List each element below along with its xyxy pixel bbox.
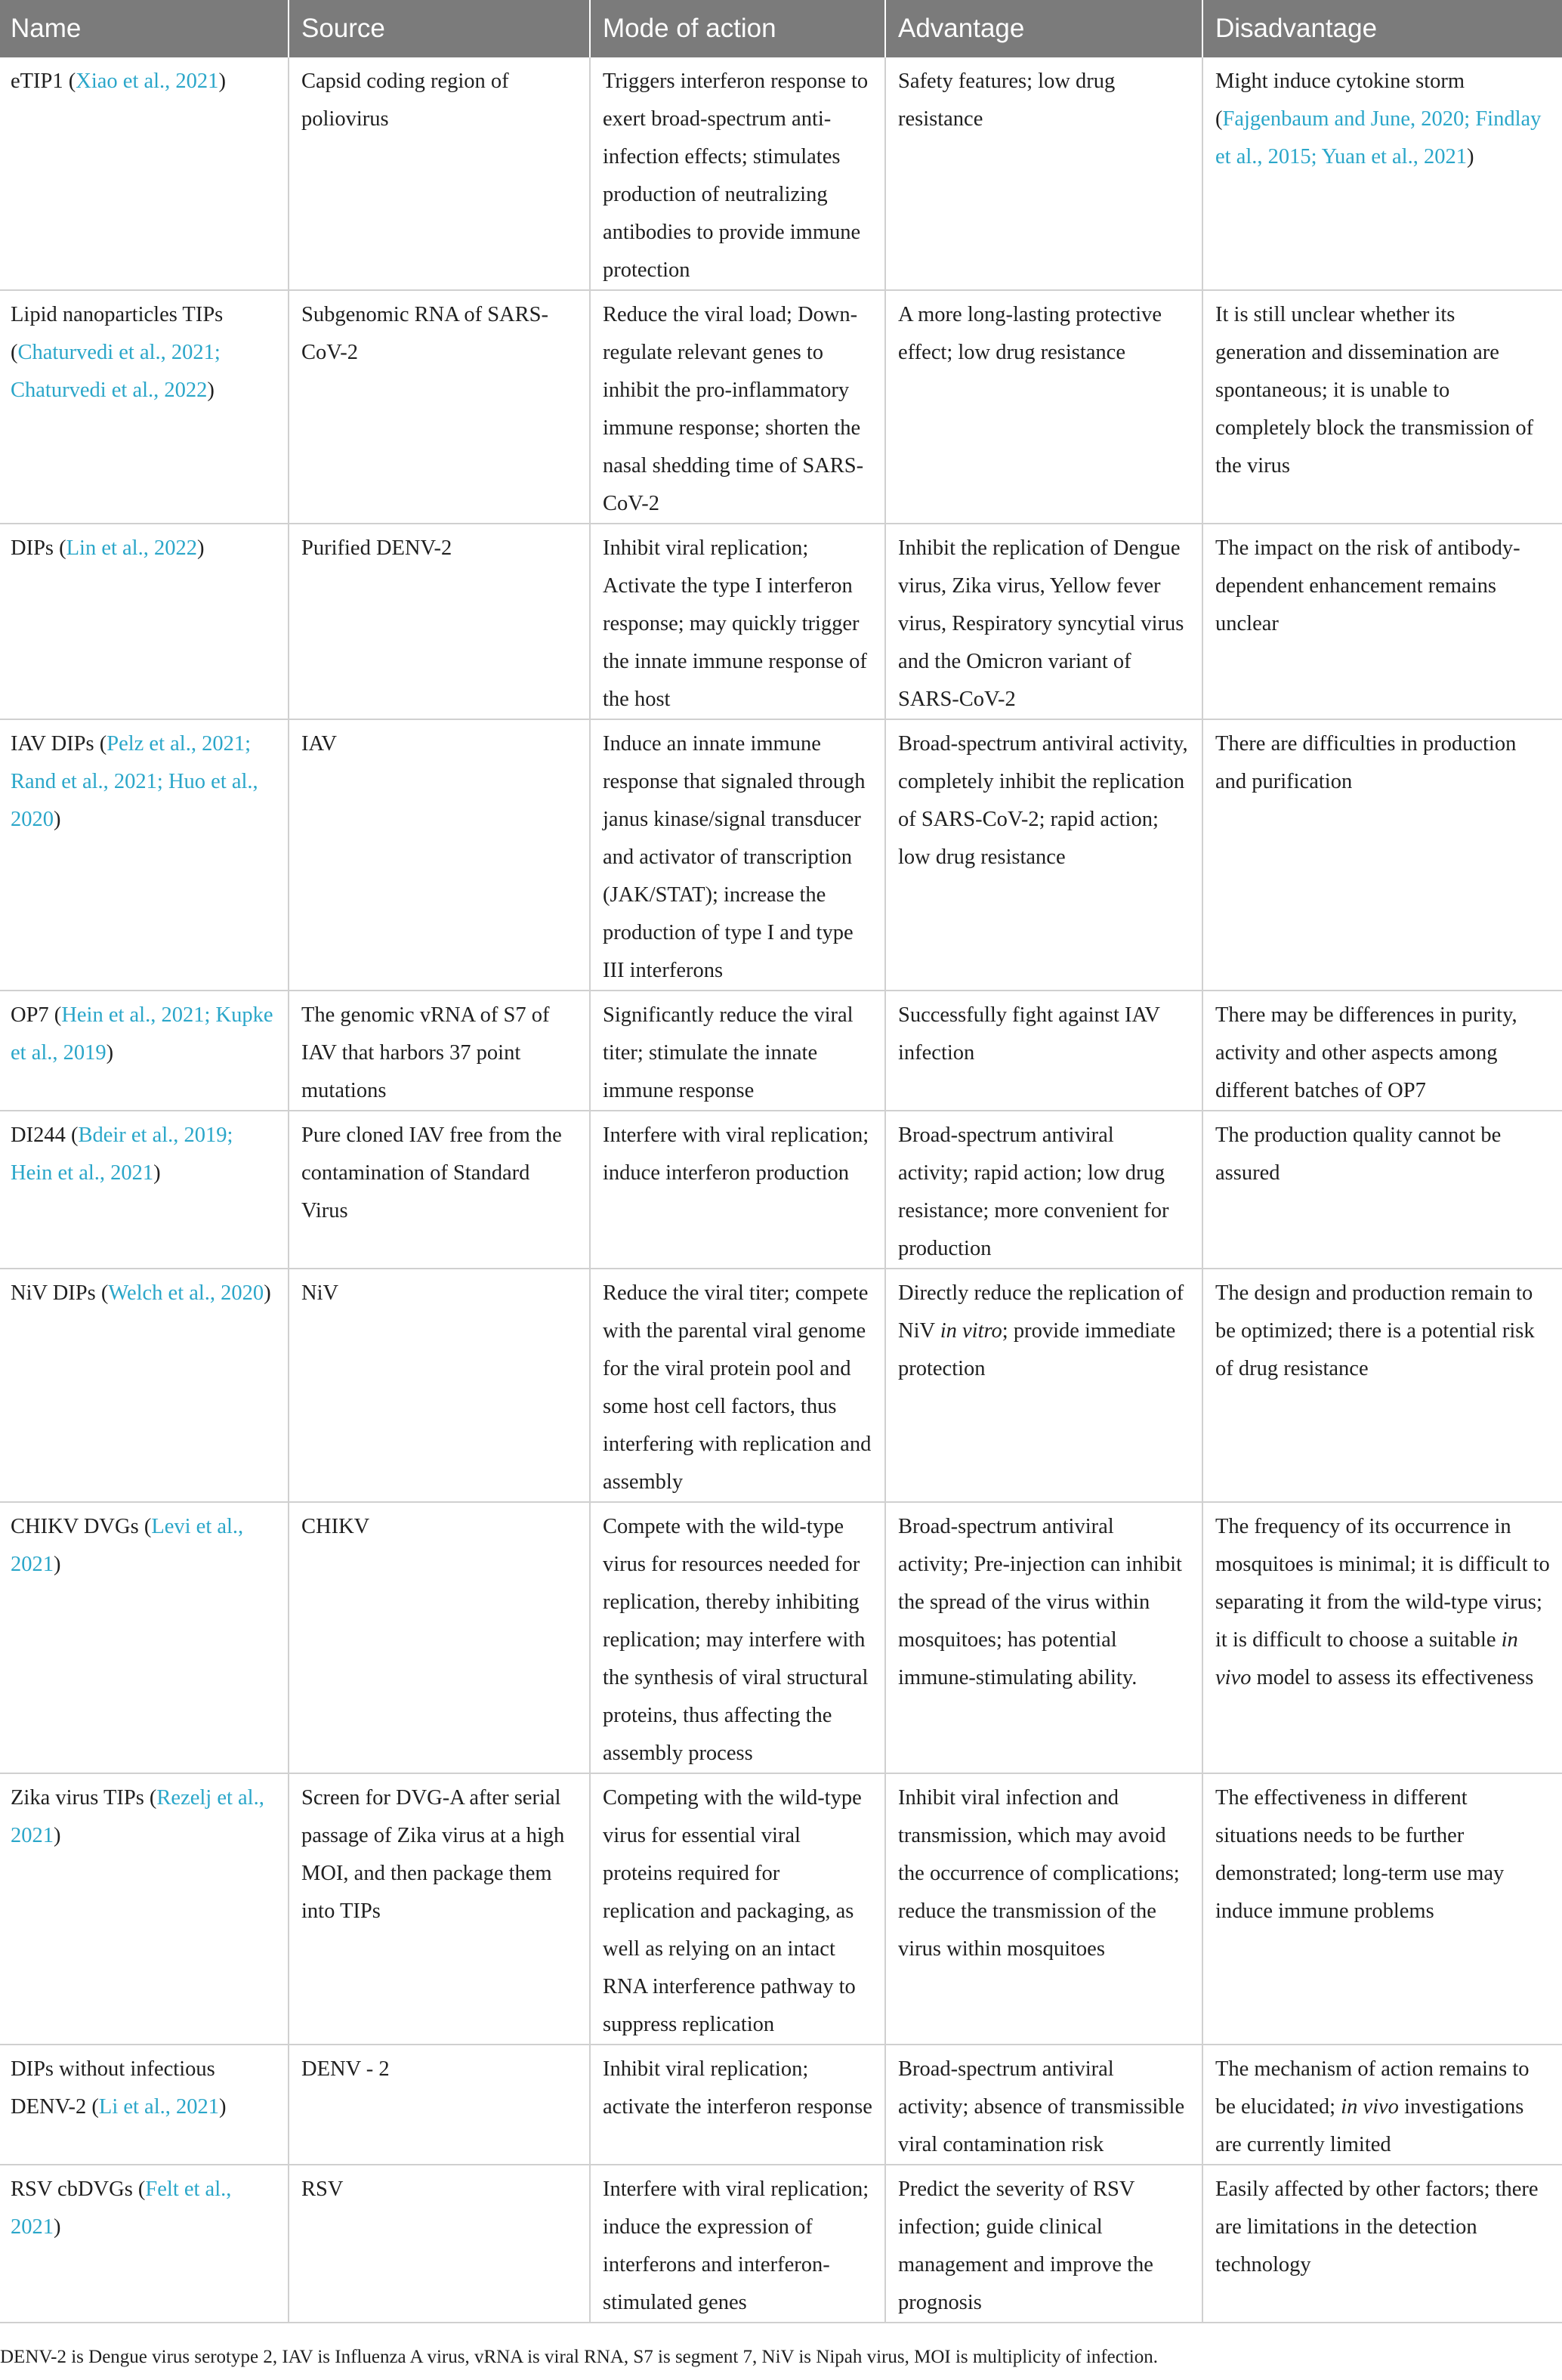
cell-text: ) [54,2215,61,2239]
citation-link[interactable]: Chaturvedi et al., 2021; Chaturvedi et al., 2022 [11,341,221,402]
cell-text: Inhibit viral replication; activate the interferon response [603,2057,872,2119]
cell-disadvantage [1202,1111,1562,1269]
cell-mode-of-action [590,57,885,290]
cell-text: It is still unclear whether its generation and dissemination are spontaneous; it is unable to completely block the transmission of the virus [1215,303,1534,478]
cell-text: Capsid coding region of poliovirus [301,70,509,131]
cell-source [289,2165,590,2323]
cell-name [0,1111,289,1269]
citation-link[interactable]: Fajgenbaum and June, 2020; Findlay et al., 2015; Yuan et al., 2021 [1215,107,1542,168]
cell-advantage [885,2165,1202,2323]
table-row [0,1269,1562,1502]
cell-mode-of-action [590,1502,885,1773]
cell-advantage [885,2045,1202,2165]
citation-link[interactable]: Levi et al., 2021 [11,1515,244,1576]
cell-text: RSV [301,2178,344,2201]
citation-link[interactable]: Pelz et al., 2021; Rand et al., 2021; Huo et al., 2020 [11,732,258,831]
citation-link[interactable]: Felt et al., 2021 [11,2178,232,2239]
cell-text: ) [54,1553,61,1576]
header-row [0,0,1562,57]
cell-advantage [885,719,1202,991]
cell-source [289,2045,590,2165]
table-row [0,991,1562,1111]
cell-text: Triggers interferon response to exert broad-spectrum anti-infection effects; stimulates production of neutralizing antibodies to provide immune protection [603,70,869,282]
cell-text: Interfere with viral replication; induce interferon production [603,1124,869,1185]
cell-text: Zika virus TIPs ( [11,1786,157,1810]
cell-text: There are difficulties in production and purification [1215,732,1517,793]
cell-text: Inhibit viral replication; Activate the type I interferon response; may quickly trigger the innate immune response of the host [603,536,867,711]
cell-name [0,524,289,719]
cell-source [289,1502,590,1773]
cell-text: Might induce cytokine storm ( [1215,70,1465,131]
cell-text: DI244 ( [11,1124,79,1147]
cell-disadvantage [1202,2045,1562,2165]
cell-mode-of-action [590,2045,885,2165]
table-row [0,2165,1562,2323]
cell-text: ) [1466,145,1474,168]
header-source: Source [289,0,590,57]
cell-advantage [885,991,1202,1111]
cell-disadvantage [1202,991,1562,1111]
cell-text: Inhibit viral infection and transmission, which may avoid the occurrence of complications; reduce the transmission of the virus within mosquitoes [898,1786,1180,1961]
cell-text: There may be differences in purity, activity and other aspects among different batches of OP7 [1215,1003,1517,1102]
header-advantage: Advantage [885,0,1202,57]
header-mode-of-action: Mode of action [590,0,885,57]
cell-advantage [885,1773,1202,2045]
cell-text: NiV DIPs ( [11,1281,109,1305]
cell-disadvantage [1202,719,1562,991]
cell-name [0,719,289,991]
cell-text: IAV DIPs ( [11,732,107,756]
cell-mode-of-action [590,524,885,719]
cell-source [289,719,590,991]
table-row [0,2045,1562,2165]
table-row [0,719,1562,991]
cell-source [289,1773,590,2045]
cell-source [289,290,590,524]
cell-name [0,1773,289,2045]
cell-text: The genomic vRNA of S7 of IAV that harbors 37 point mutations [301,1003,550,1102]
cell-name [0,991,289,1111]
cell-text: CHIKV DVGs ( [11,1515,152,1538]
cell-text: IAV [301,732,337,756]
cell-text: Reduce the viral load; Down-regulate relevant genes to inhibit the pro-inflammatory immune response; shorten the nasal shedding time of SARS-CoV-2 [603,303,864,515]
cell-advantage [885,524,1202,719]
cell-source [289,1111,590,1269]
cell-disadvantage [1202,1773,1562,2045]
header-disadvantage: Disadvantage [1202,0,1562,57]
cell-text: The design and production remain to be optimized; there is a potential risk of drug resistance [1215,1281,1535,1380]
cell-disadvantage [1202,1502,1562,1773]
cell-source [289,991,590,1111]
cell-text: ) [106,1041,114,1065]
cell-advantage [885,1269,1202,1502]
table-row [0,524,1562,719]
citation-link[interactable]: Bdeir et al., 2019; Hein et al., 2021 [11,1124,233,1185]
cell-text: Broad-spectrum antiviral activity; rapid action; low drug resistance; more convenient for production [898,1124,1169,1260]
cell-text: Subgenomic RNA of SARS-CoV-2 [301,303,548,364]
cell-name [0,1502,289,1773]
citation-link[interactable]: Li et al., 2021 [98,2095,219,2119]
citation-link[interactable]: Rezelj et al., 2021 [11,1786,264,1847]
cell-text: Compete with the wild-type virus for resources needed for replication, thereby inhibiting replication; may interfere with the synthesis of viral structural proteins, thus affecting the assembly process [603,1515,869,1765]
cell-mode-of-action [590,1773,885,2045]
cell-text: Safety features; low drug resistance [898,70,1116,131]
cell-text: Significantly reduce the viral titer; stimulate the innate immune response [603,1003,854,1102]
cell-text: Directly reduce the replication of NiV [898,1281,1184,1343]
cell-text: Successfully fight against IAV infection [898,1003,1160,1065]
cell-source [289,524,590,719]
cell-text: ) [264,1281,271,1305]
cell-text: Purified DENV-2 [301,536,452,560]
cell-source [289,57,590,290]
cell-disadvantage [1202,2165,1562,2323]
cell-mode-of-action [590,719,885,991]
table-row [0,290,1562,524]
cell-disadvantage [1202,524,1562,719]
cell-name [0,2165,289,2323]
table-header [0,0,1562,57]
cell-mode-of-action [590,1111,885,1269]
cell-text: Lipid nanoparticles TIPs ( [11,303,224,364]
cell-source [289,1269,590,1502]
cell-disadvantage [1202,57,1562,290]
cell-text: Competing with the wild-type virus for essential viral proteins required for replication and packaging, as well as relying on an intact RNA interference pathway to suppress replication [603,1786,862,2036]
cell-text: The frequency of its occurrence in mosquitoes is minimal; it is difficult to separating it from the wild-type virus; it is difficult to choose a suitable [1215,1515,1550,1652]
cell-text: Broad-spectrum antiviral activity, completely inhibit the replication of SARS-CoV-2; rapid action; low drug resistance [898,732,1188,869]
cell-text: Broad-spectrum antiviral activity; absence of transmissible viral contamination risk [898,2057,1185,2156]
cell-text: Broad-spectrum antiviral activity; Pre-injection can inhibit the spread of the virus within mosquitoes; has potential immune-stimulating ability. [898,1515,1182,1689]
cell-disadvantage [1202,290,1562,524]
cell-text: model to assess its effectiveness [1251,1666,1534,1689]
cell-advantage [885,1111,1202,1269]
cell-advantage [885,57,1202,290]
table-body [0,57,1562,2323]
cell-text: Interfere with viral replication; induce the expression of interferons and interferon-stimulated genes [603,2178,869,2314]
cell-text: CHIKV [301,1515,370,1538]
header-name: Name [11,14,82,43]
cell-name [0,1269,289,1502]
cell-text: Induce an innate immune response that signaled through janus kinase/signal transducer and activator of transcription (JAK/STAT); increase the production of type I and type III interferons [603,732,866,982]
cell-mode-of-action [590,1269,885,1502]
cell-text: ) [54,1824,61,1847]
cell-text: Screen for DVG-A after serial passage of Zika virus at a high MOI, and then package them into TIPs [301,1786,565,1923]
cell-advantage [885,1502,1202,1773]
italic-text: in vivo [1215,1628,1518,1689]
cell-text: The impact on the risk of antibody-dependent enhancement remains unclear [1215,536,1520,635]
citation-link[interactable]: Xiao et al., 2021 [76,70,219,93]
cell-disadvantage [1202,1269,1562,1502]
cell-text: Easily affected by other factors; there are limitations in the detection technology [1215,2178,1539,2276]
cell-name [0,2045,289,2165]
citation-link[interactable]: Welch et al., 2020 [108,1281,264,1305]
cell-name [0,290,289,524]
table-row [0,57,1562,290]
cell-text: ) [219,2095,227,2119]
cell-text: The mechanism of action remains to be elucidated; [1215,2057,1530,2119]
cell-mode-of-action [590,290,885,524]
cell-text: RSV cbDVGs ( [11,2178,146,2201]
cell-text: Pure cloned IAV free from the contamination of Standard Virus [301,1124,562,1222]
cell-advantage [885,290,1202,524]
cell-text: investigations are currently limited [1215,2095,1524,2156]
cell-text: Predict the severity of RSV infection; guide clinical management and improve the prognosis [898,2178,1153,2314]
cell-text: ; provide immediate protection [898,1319,1176,1380]
cell-text: ) [218,70,226,93]
citation-link[interactable]: Hein et al., 2021; Kupke et al., 2019 [11,1003,273,1065]
cell-text: DENV - 2 [301,2057,390,2081]
cell-text: DIPs without infectious DENV-2 ( [11,2057,215,2119]
cell-text: ) [54,808,61,831]
cell-text: Reduce the viral titer; compete with the parental viral genome for the viral protein pool and some host cell factors, thus interfering with replication and assembly [603,1281,872,1494]
cell-text: ) [207,379,215,402]
italic-text: in vitro [940,1319,1002,1343]
cell-text: A more long-lasting protective effect; low drug resistance [898,303,1162,364]
cell-text: ) [196,536,205,560]
cell-text: NiV [301,1281,339,1305]
cell-mode-of-action [590,2165,885,2323]
cell-name [0,57,289,290]
cell-text: OP7 ( [11,1003,62,1027]
cell-text: DIPs ( [11,536,66,560]
cell-text: Inhibit the replication of Dengue virus, Zika virus, Yellow fever virus, Respiratory syncytial virus and the Omicron variant of SARS-CoV-2 [898,536,1184,711]
citation-link[interactable]: Lin et al., 2022 [66,536,197,560]
table-row [0,1502,1562,1773]
table-footnote: DENV-2 is Dengue virus serotype 2, IAV is Influenza A virus, vRNA is viral RNA, S7 is segment 7, NiV is Nipah virus, MOI is multiplicity of infection. [0,2347,1159,2367]
cell-mode-of-action [590,991,885,1111]
table-row [0,1773,1562,2045]
cell-text: eTIP1 ( [11,70,76,93]
italic-text: in vivo [1341,2095,1399,2119]
table-row [0,1111,1562,1269]
cell-text: The effectiveness in different situations needs to be further demonstrated; long-term use may induce immune problems [1215,1786,1505,1923]
cell-text: ) [153,1161,161,1185]
cell-text: The production quality cannot be assured [1215,1124,1502,1185]
